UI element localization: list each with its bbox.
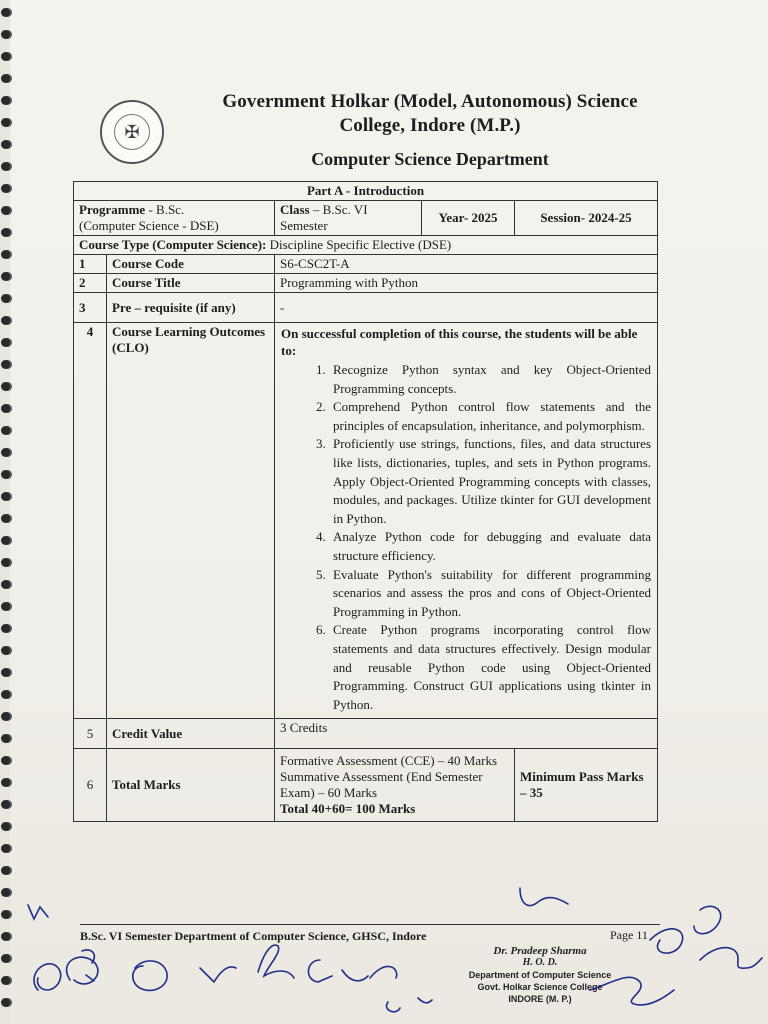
binding-hole [1, 558, 10, 567]
stamp-name: Dr. Pradeep Sharma [493, 945, 587, 957]
page-footer: B.Sc. VI Semester Department of Computer Science, GHSC, Indore [80, 924, 660, 944]
binding-hole [1, 140, 10, 149]
college-name [180, 90, 680, 138]
programme-value: - B.Sc. [145, 202, 185, 217]
row-label: Total Marks [107, 749, 275, 822]
binding-hole [1, 668, 10, 677]
binding-hole [1, 536, 10, 545]
total-marks: Total 40+60= 100 Marks [280, 801, 416, 817]
stamp-role: H. O. D. [522, 957, 558, 968]
college-name-line1: Government Holkar (Model, Autonomous) Science [222, 91, 638, 112]
binding-hole [1, 800, 10, 809]
spiral-binding [0, 0, 14, 1024]
stamp-line3: INDORE (M. P.) [508, 994, 572, 1004]
binding-hole [1, 712, 10, 721]
binding-hole [1, 888, 10, 897]
row-number: 2 [74, 274, 107, 293]
binding-hole [1, 96, 10, 105]
year-cell: Year- 2025 [422, 201, 515, 236]
binding-hole [1, 426, 10, 435]
binding-hole [1, 866, 10, 875]
clo-intro: On successful completion of this course, the students will be able to: [281, 326, 638, 358]
course-type-row [74, 236, 658, 255]
binding-hole [1, 778, 10, 787]
part-title: Part A - Introduction [74, 182, 658, 201]
summative-marks: Summative Assessment (End Semester Exam) – 60 Marks [280, 769, 483, 801]
course-table [73, 181, 658, 822]
row-number: 3 [74, 293, 107, 323]
binding-hole [1, 8, 10, 17]
department-title: Computer Science Department [311, 149, 549, 169]
binding-hole [1, 932, 10, 941]
programme-row [74, 201, 658, 236]
row-label: Credit Value [107, 719, 275, 749]
row-label: Course Learning Outcomes (CLO) [107, 323, 275, 719]
list-item: 2. Comprehend Python control flow statements and the principles of encapsulation, inheritance, and polymorphism. [329, 398, 651, 435]
binding-hole [1, 382, 10, 391]
credit-value: 3 Credits [275, 719, 658, 749]
binding-hole [1, 316, 10, 325]
binding-hole [1, 338, 10, 347]
row-label: Course Title [107, 274, 275, 293]
list-item: 5. Evaluate Python's suitability for different programming scenarios and assess the pros and cons of Object-Oriented Programming in Python. [329, 566, 651, 622]
binding-hole [1, 998, 10, 1007]
binding-hole [1, 272, 10, 281]
list-item: 6. Create Python programs incorporating control flow statements and data structures effectively. Design modular and reusable Python code using Object-Oriented Programming. Construct GUI applications using tkinter in Python. [329, 621, 651, 714]
course-type-value: Discipline Specific Elective (DSE) [266, 237, 452, 252]
session-cell: Session- 2024-25 [515, 201, 658, 236]
class-value: – B.Sc. VI Semester [280, 202, 368, 233]
table-row [74, 749, 658, 822]
binding-hole [1, 822, 10, 831]
binding-hole [1, 470, 10, 479]
marks-cell [275, 749, 515, 822]
stamp-line1: Department of Computer Science [468, 970, 612, 980]
binding-hole [1, 734, 10, 743]
course-type-cell [74, 236, 658, 255]
row-number: 6 [74, 749, 107, 822]
row-label: Course Code [107, 255, 275, 274]
programme-cell [74, 201, 275, 236]
row-number: 5 [74, 719, 107, 749]
binding-hole [1, 74, 10, 83]
binding-hole [1, 118, 10, 127]
prerequisite-value: - [275, 293, 658, 323]
page-number: Page 11 [610, 928, 648, 942]
binding-hole [1, 448, 10, 457]
binding-hole [1, 184, 10, 193]
binding-hole [1, 30, 10, 39]
college-name-line2: College, Indore (M.P.) [339, 115, 521, 136]
emblem-icon: ✠ [114, 114, 150, 150]
binding-hole [1, 52, 10, 61]
binding-hole [1, 602, 10, 611]
class-label: Class [280, 202, 310, 217]
binding-hole [1, 228, 10, 237]
table-row [74, 323, 658, 719]
part-title-row [74, 182, 658, 201]
binding-hole [1, 844, 10, 853]
programme-label: Programme [79, 202, 146, 217]
list-item: 3. Proficiently use strings, functions, files, and data structures like lists, dictionaries, tuples, and sets in Python programs. Apply Object-Oriented Programming concepts with classes, modules, and packages. Utilize tkinter for GUI development in Python. [329, 435, 651, 528]
table-row [74, 255, 658, 274]
hod-stamp [440, 945, 640, 1005]
binding-hole [1, 206, 10, 215]
clo-cell [275, 323, 658, 719]
list-item: 4. Analyze Python code for debugging and evaluate data structure efficiency. [329, 528, 651, 565]
course-title-value: Programming with Python [275, 274, 658, 293]
binding-hole [1, 404, 10, 413]
list-item: 1. Recognize Python syntax and key Object-Oriented Programming concepts. [329, 361, 651, 398]
binding-hole [1, 646, 10, 655]
row-number: 1 [74, 255, 107, 274]
table-row [74, 274, 658, 293]
binding-hole [1, 690, 10, 699]
stamp-line2: Govt. Holkar Science College [477, 982, 603, 992]
course-code-value: S6-CSC2T-A [275, 255, 658, 274]
binding-hole [1, 910, 10, 919]
table-row [74, 293, 658, 323]
college-logo [100, 100, 164, 164]
min-pass-marks: Minimum Pass Marks – 35 [515, 749, 658, 822]
binding-hole [1, 624, 10, 633]
binding-hole [1, 492, 10, 501]
binding-hole [1, 976, 10, 985]
binding-hole [1, 162, 10, 171]
binding-hole [1, 294, 10, 303]
class-cell [275, 201, 422, 236]
binding-hole [1, 250, 10, 259]
row-label: Pre – requisite (if any) [107, 293, 275, 323]
programme-sub: (Computer Science - DSE) [79, 218, 219, 233]
formative-marks: Formative Assessment (CCE) – 40 Marks [280, 753, 498, 769]
row-number: 4 [74, 323, 107, 719]
binding-hole [1, 954, 10, 963]
binding-hole [1, 360, 10, 369]
clo-list [281, 361, 651, 714]
binding-hole [1, 580, 10, 589]
course-type-label: Course Type (Computer Science): [79, 237, 267, 252]
binding-hole [1, 514, 10, 523]
table-row [74, 719, 658, 749]
binding-hole [1, 756, 10, 765]
